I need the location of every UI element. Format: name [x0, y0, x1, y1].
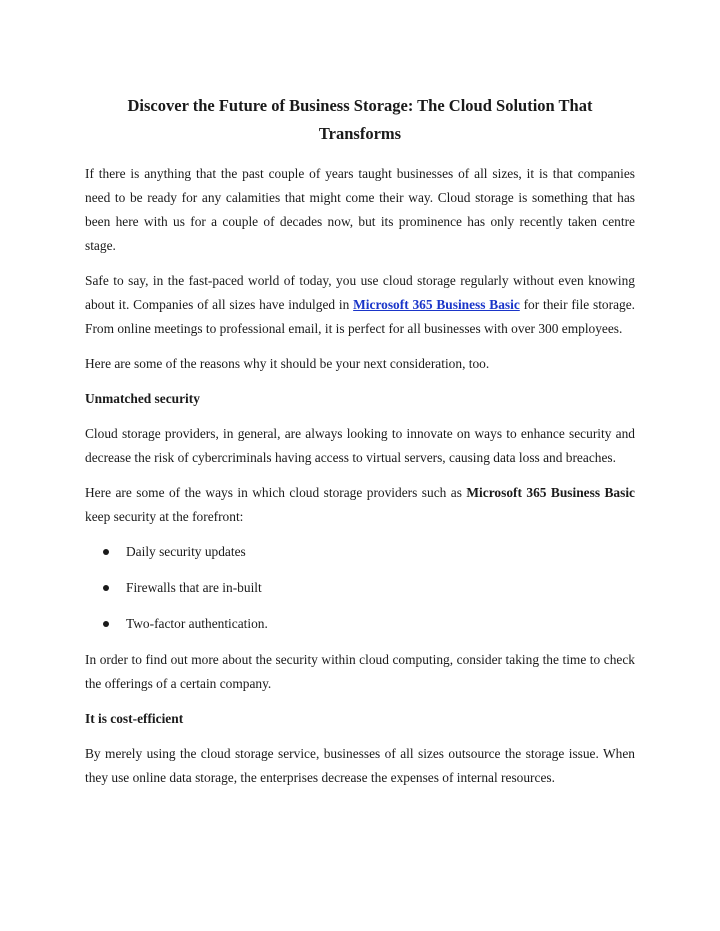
list-item — [85, 612, 635, 636]
usage-text-before: Safe to say, in the fast-paced world of today, you use cloud storage regularly without even knowing about it. Companies of all sizes have indulged in — [85, 273, 635, 312]
intro-paragraph: If there is anything that the past couple of years taught businesses of all sizes, it is that companies need to be ready for any calamities that might come their way. Cloud storage is something that has been here with us for a couple of decades now, but its prominence has only recently taken centre stage. — [85, 166, 635, 253]
section-heading-security: Unmatched security — [85, 391, 200, 406]
page-title: Discover the Future of Business Storage: The Cloud Solution That Transforms — [127, 96, 593, 143]
bullet-icon — [103, 585, 109, 591]
providers-text-after: keep security at the forefront: — [85, 509, 244, 524]
reasons-paragraph: Here are some of the reasons why it should be your next consideration, too. — [85, 356, 490, 371]
cost-paragraph: By merely using the cloud storage service, businesses of all sizes outsource the storage issue. When they use online data storage, the enterprises decrease the expenses of internal resources. — [85, 746, 635, 785]
list-item-text: Daily security updates — [126, 544, 246, 559]
providers-bold-product: Microsoft 365 Business Basic — [466, 485, 636, 500]
list-item — [85, 576, 635, 600]
section-heading-cost: It is cost-efficient — [85, 711, 184, 726]
providers-paragraph — [85, 481, 635, 529]
usage-text-after: for their file storage. From online meetings to professional email, it is perfect for all businesses with over 300 employees. — [85, 297, 635, 336]
bullet-icon — [103, 621, 109, 627]
providers-text-before: Here are some of the ways in which cloud storage providers such as — [85, 485, 467, 500]
usage-paragraph — [85, 269, 635, 341]
microsoft-365-link[interactable]: Microsoft 365 Business Basic — [353, 297, 520, 312]
security-info-paragraph: In order to find out more about the security within cloud computing, consider taking the time to check the offerings of a certain company. — [85, 652, 635, 691]
security-paragraph: Cloud storage providers, in general, are always looking to innovate on ways to enhance security and decrease the risk of cybercriminals having access to virtual servers, causing data loss and breaches. — [85, 426, 635, 465]
document-page — [85, 92, 635, 801]
list-item-text: Firewalls that are in-built — [126, 580, 262, 595]
list-item — [85, 540, 635, 564]
security-bullet-list — [85, 540, 635, 636]
bullet-icon — [103, 549, 109, 555]
list-item-text: Two-factor authentication. — [126, 616, 268, 631]
